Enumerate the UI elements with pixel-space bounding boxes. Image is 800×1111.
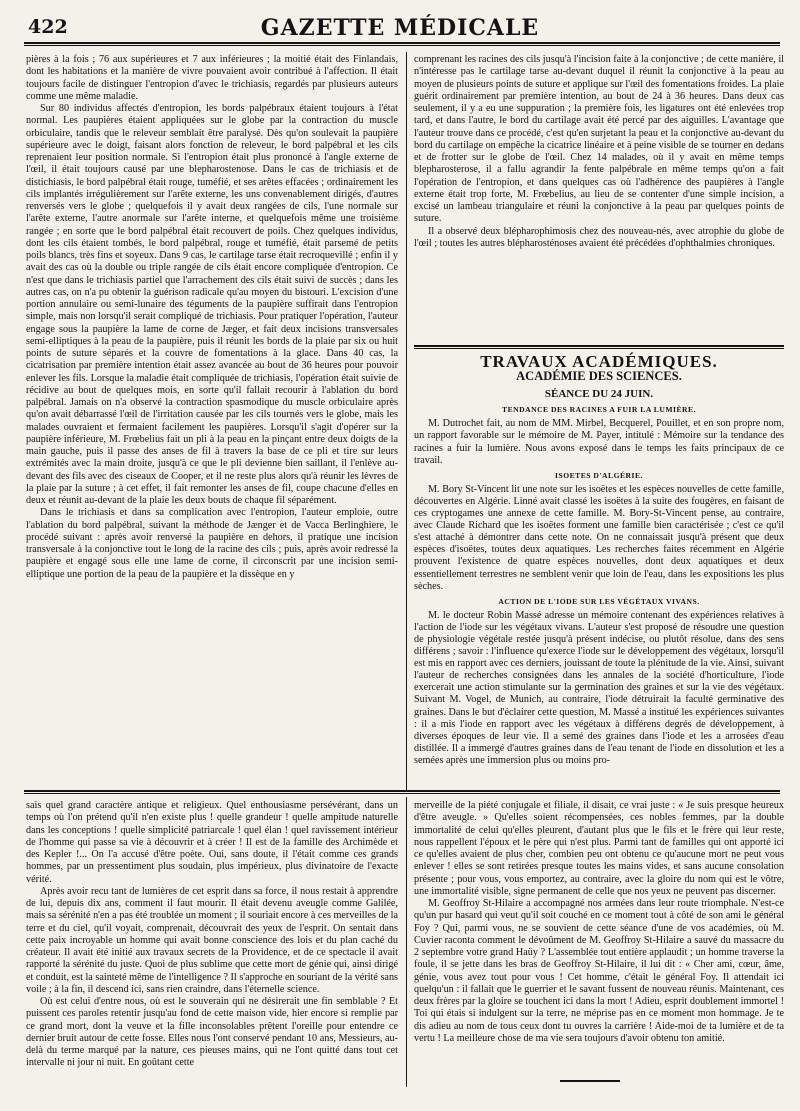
journal-title: GAZETTE MÉDICALE xyxy=(260,15,540,41)
section-title: TRAVAUX ACADÉMIQUES. xyxy=(480,352,718,371)
column-upper-left xyxy=(26,54,398,789)
subheading: ISOETES D'ALGÉRIE. xyxy=(555,470,643,480)
paragraph: M. le docteur Robin Massé adresse un mémoire contenant des expériences relatives à l'action de l'iode sur les végétaux vivans. L'auteur s'est proposé de résoudre une question de physiologie végétale restée jusqu'à présent indécise, ou plutôt résolue, dans des sens différens ; savoir : l'influence qu'exerce l'iode sur le développement des végétaux, lorsqu'il est mis en rapport avec ces derniers, jouissant de toute la plénitude de la vie. Ainsi, suivant l'auteur de recherches consignées dans les annales de la société d'horticulture, l'iode exercerait une action stimulante sur la germination des graines et sur la vie des végétaux. Suivant M. Vogel, de Munich, au contraire, l'iode détruirait la faculté germinative des graines. Dans le but d'éclairer cette question, M. Massé a institué les expériences suivantes : il a mis l'iode en rapport avec les végétaux à différens degrés de développement, à diverses époques de leur vie. Il a semé des graines dans l'iode et les a arrosées d'eau distillée. Il a immergé d'autres graines dans de l'eau tenant de l'iode en dissolution et les a semées après une immersion plus ou moins pro- xyxy=(414,609,784,766)
column-lower-right xyxy=(414,800,784,1076)
paragraph: sais quel grand caractère antique et religieux. Quel enthousiasme persévérant, dans un temps où l'on prétend qu'il n'en existe plus ! quelle grandeur ! quelle ampitude naturelle dans les conceptions ! quelle simplicité patriarcale ! quel élan ! quel ravissement intérieur de l'homme qui passe sa vie à découvrir et à créer ! Il est de la famille des Archimède et des Kepler !... On l'a accusé d'être poète. Oui, sans doute, il l'était comme ces grands hommes, par un pressentiment plus soudain, plus impérieux, plus divinatoire de l'exacte vérité. xyxy=(26,800,398,885)
paragraph: Après avoir recu tant de lumières de cet esprit dans sa force, il nous restait à apprendre de lui, depuis dix ans, comment il faut mourir. Il était devenu aveugle comme Galilée, mais sa sérénité n'en a pas été troublée un moment ; il souriait encore à ces merveilles de la terre et du ciel, qu'il voyait, comprenait, découvrait des yeux de l'esprit. On sentait dans cette paix incroyable un homme qui avait bonne conscience des lois et du plan caché du créateur. Il avait été initié aux travaux secrets de la Providence, et de ce spectacle il avait rapporté la sérénité du juste. Quoi de plus sublime que cette mort de génie qui, ainsi dirigé et conduit, est la sainteté même de l'intelligence ? Il s'approche en souriant de la vérité sans voile ; à la fin, il descend ici, sans rien craindre, dans l'éternelle science. xyxy=(26,885,398,995)
paragraph: Où est celui d'entre nous, où est le souverain qui ne désirerait une fin semblable ? Et puissent ces paroles retentir jusqu'au fond de cette maison vide, hier encore si remplie par ce grand mort, dont la veuve et la fille inconsolables prêtent l'oreille pour entendre ce dernier bruit autour de cette fosse. Elles nous l'ont conservé pendant 10 ans, Messieurs, au-delà du terme marqué par la nature, ces pieuses mains, qui ne l'ont quitté dans tout cet intervalle ni jour ni nuit. En goûtant cette xyxy=(26,996,398,1069)
end-rule xyxy=(560,1080,620,1082)
column-divider xyxy=(406,52,407,790)
header-rule xyxy=(24,42,780,46)
paragraph: Il a observé deux blépharophimosis chez des nouveau-nés, avec atrophie du globe de l'œil ; toutes les autres blépharosténoses avaient été précédées d'ophthalmies chroniques. xyxy=(414,225,784,249)
feuilleton-rule xyxy=(24,790,780,794)
academic-section xyxy=(414,352,784,790)
paragraph: merveille de la piété conjugale et filiale, il disait, ce vrai juste : « Je suis presque heureux d'être aveugle. » Qu'elles soient récompensées, ces nobles femmes, par la double immortalité de celui qu'elles pleurent, d'autant plus que le fils et le frère qui leur reste, nous rappellent l'époux et le père qui n'est plus. Parmi tant de familles qui ont apporté ici ce qu'elles avaient de plus cher, combien peu ont obtenu ce qu'aucune mort ne peut vous enlever ! elles se sont retirées presque toutes les mains vides, et sans aucune consolation présente ; pour vous, vous emportez, au contraire, avec la gloire du nom qui est le vôtre, une immortalité visible, signe permanent de celle que nos yeux ne peuvent pas discerner. xyxy=(414,800,784,897)
column-divider xyxy=(406,797,407,1087)
subheading: TENDANCE DES RACINES A FUIR LA LUMIÈRE. xyxy=(502,405,696,415)
paragraph: comprenant les racines des cils jusqu'à l'incision faite à la conjonctive ; de cette manière, il n'intéresse pas le cartilage tarse au-devant duquel il réunit la conjonctive à la peau au moyen de plusieurs points de suture et applique sur l'œil des fomentations froides. La plaie guérit ordinairement par première intention, au bout de 24 à 36 heures. Dans deux cas seulement, il y a eu une suppuration ; la première fois, les ligatures ont été enlevées trop tard, et dans l'autre, le bord du cartilage avait été percé par des aiguilles. L'avantage que l'auteur trouve dans ce procédé, c'est qu'en surjetant la peau et la conjonctive au-devant du bord du cartilage on empêche la cicatrice linéaire et à peine visible de se tourner en dedans et de frotter sur le globe de l'œil. Chez 14 malades, où il y avait en même temps blepharosterose, il a fallu agrandir la fente palpébrale en même temps qu'on a fait l'opération de l'entropion, et dans quelques cas où l'adhérence des paupières à l'angle externe était trop forte, M. Frœbelius, au lieu de se contenter d'une simple incision, a excisé un lambeau triangulaire et réuni la conjonctive à la peau par quelques points de suture. xyxy=(414,54,784,225)
column-lower-left xyxy=(26,800,398,1090)
paragraph: pières à la fois ; 76 aux supérieures et 7 aux inférieures ; la moitié était des Finlandais, dont les habitations et la manière de vivre pouvaient avoir contribué à l'affection. Il était toujours facile de distinguer l'entropion d'avec le trichiasis, regardés par plusieurs auteurs comme une même maladie. xyxy=(26,54,398,102)
subheading: ACTION DE L'IODE SUR LES VÉGÉTAUX VIVANS. xyxy=(498,596,700,606)
page-header xyxy=(22,12,778,42)
paragraph: M. Geoffroy St-Hilaire a accompagné nos armées dans leur route triomphale. N'est-ce qu'un pur hasard qui veut qu'il soit couché en ce moment tout à côté de son ami le général Foy ? Qui, parmi vous, ne se souvient de cette séance d'une de vos académies, où M. Cuvier raconta comment le dévoûment de M. Geoffroy St-Hilaire a sauvé du massacre du 2 septembre votre grand Haüy ? L'assemblée tout entière applaudit ; un homme traverse la foule, il se jette dans les bras de Geoffroy St-Hilaire, il lui dit : « Cher ami, cœur, âme, génie, vous avez tout pour vous ! Cet homme, c'était le général Foy. Il attendait ici quelqu'un : il fallait que le guerrier et le savant fussent de nouveau réunis. Maintenant, ces deux frères par la gloire se touchent ici dans la mort ! Adieu, esprit doublement immortel ! Toi qui étais si indulgent sur la terre, ne méprise pas en ce moment mon hommage. Je te dis adieu au nom de tous ceux dont tu ouvres la carrière ! Aide-moi de ta lumière et de ta vertu ! La meilleure chose de ma vie sera toujours d'avoir obtenu ton amitié. xyxy=(414,898,784,1044)
paragraph: M. Bory St-Vincent lit une note sur les isoëtes et les espèces nouvelles de cette famille, découvertes en Algérie. Linné avait classé les isoëtes à la suite des fougères, en faisant de ces cryptogames une annexe de cette famille. M. Bory-St-Vincent pense, au contraire, avec Claude Richard que les isoëtes forment une famille bien caractérisée ; c'est ce qu'il s'est attaché à démontrer dans cette note. On ne connaissait jusqu'à présent que deux espèces d'isoëtes, toutes deux aquatiques. Les recherches faites récemment en Algérie prouvent l'existence de quatre espèces nouvelles, dont deux aquatiques et deux essentiellement terrestres ne semblent venir que loin de l'eau, dans les expositions les plus sèches. xyxy=(414,483,784,592)
column-upper-right xyxy=(414,54,784,372)
section-rule xyxy=(414,345,784,349)
section-subtitle: ACADÉMIE DES SCIENCES. xyxy=(516,369,682,384)
page-number: 422 xyxy=(28,16,68,38)
paragraph: Dans le trichiasis et dans sa complication avec l'entropion, l'auteur emploie, outre l'ablation du bord palpébral, suivant la méthode de Jænger et de Vacca Berlinghiere, le procédé suivant : après avoir renversé la paupière en dehors, il pratique une incision transversale à la conjonctive tout le long de la racine des cils ; puis, après avoir redressé la paupière et engagé sous elle une lame de corne, il circonscrit par une incision semi-elliptique une portion de la peau de la paupière et la dissèque en y xyxy=(26,507,398,580)
session-date: SÉANCE DU 24 JUIN. xyxy=(544,388,654,401)
paragraph: Sur 80 individus affectés d'entropion, les bords palpébraux étaient toujours à l'état normal. Les paupières étaient appliquées sur le globe par la contraction du muscle orbiculaire, tandis que le releveur semblait être paralysé. Dès qu'on soulevait la paupière supérieure avec le doigt, faisant alors fonction de releveur, le bord palpébral et les cils reprenaient leur position normale. Si l'entropion était plus prononcé à l'angle externe de l'œil, il était toujours causé par une blepharostenose. Dans le cas de trichiasis et de distichiasis, le bord palpébral était rouge, tuméfié, et ses arêtes effacées ; ordinairement les cils implantés irrégulièrement sur l'arête externe, les uns convenablement dirigés, d'autres renversés vers le globe ; quelquefois il y avait deux rangées de cils, l'une normale sur l'arête externe, l'autre anormale sur l'arête interne, et quelquefois même une troisième rangée ; en sorte que le bord palpébral était recouvert de poils. Chez quelques individus, dont les cils étaient tombés, le bord palpébral, rouge et tuméfié, était parsemé de petits poils blancs, très fins et soyeux. Dans 9 cas, le cartilage tarse était recroquevillé ; enfin il y avait des cas où la double ou triple rangée de cils était encore compliquée d'entropion. Ce n'est que dans le trichiasis partiel que l'arrachement des cils était suivi de succès ; dans les autres cas, on n'a pu obtenir la guérison radicale qu'au moyen du bistouri. L'excision d'une portion annulaire ou semi-lunaire des téguments de la paupière suffirait dans l'entropion simple, mais non lorsqu'il serait compliqué de trichiasis. Pour pratiquer l'opération, l'auteur engage sous la paupière la lame de corne de Jæger, et fait deux incisions transversales semi-elliptiques à la peau de la paupière, puis il réunit les bords de la plaie par six ou huit points de suture séparés et la couvre de fomentations à la glace. Dans 40 cas, la cicatrisation par première intention était assez avancée au bout de 36 heures pour pouvoir enlever les fils. Lorsque la maladie était compliquée de trichiasis, l'opération était suivie de récidive au bout de quelques mois, en sorte qu'il fallait recourir à l'ablation du bord palpébral. Jamais on n'a observé la contraction spasmodique du muscle orbiculaire après qu'on avait débarrassé l'œil de l'irritation causée par les cils tournés vers le globe, mais les malades ouvraient et fermaient facilement les paupières. Lorsqu'il s'agit d'opérer sur la paupière inférieure, M. Frœbelius fait un pli à la peau en la pinçant entre deux doigts de la main gauche, puis il passe des anses de fil à travers la base de ce pli et tire sur leurs extrémités avec la main droite, jusqu'à ce que le pli devienne bien saillant, il l'enlève au-devant des fils avec des ciseaux de Cooper, et il ne reste plus alors qu'à réunir les lèvres de la plaie par la suture ; à cet effet, il fait remonter les anses de fil, coupe chacune d'elles en deux et réunit au-devant de la plaie les deux bouts de chaque fil séparément. xyxy=(26,103,398,506)
paragraph: M. Dutrochet fait, au nom de MM. Mirbel, Becquerel, Pouillet, et en son propre nom, un rapport favorable sur le mémoire de M. Payer, intitulé : Mémoire sur la tendance des racines a fuir la lumière. Nous avons exposé dans le temps les faits principaux de ce travail. xyxy=(414,418,784,466)
